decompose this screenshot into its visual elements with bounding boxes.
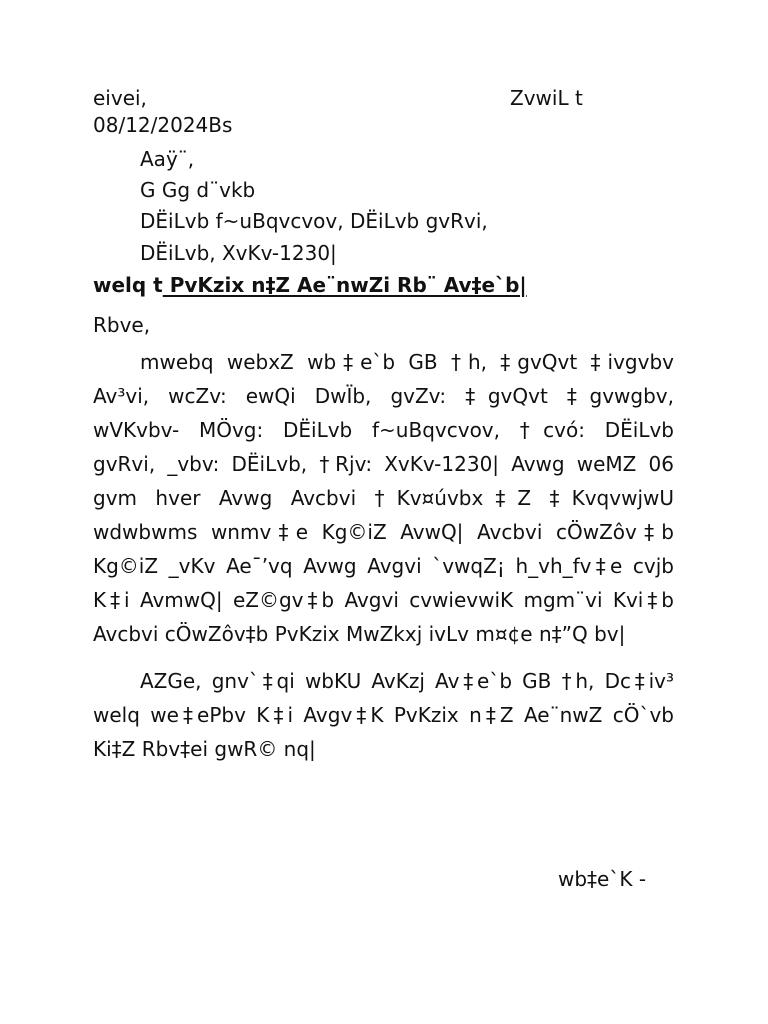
subject-text: PvKzix n‡Z Ae¨nwZi Rb¨ Av‡e`b|	[162, 273, 527, 297]
recipient-line: G Gg d¨vkb	[140, 178, 256, 202]
body-line: Kg©iZ _vKv Ae¯’vq Avwg Avgvi `vwqZ¡ h_vh_fv‡e cvjb	[93, 554, 674, 578]
body-line: Av³vi, wcZv: ewQi DwÏb, gvZv: ‡gvQvt ‡gvwgbv,	[93, 384, 674, 408]
body-line: gvm hver Avwg Avcbvi †Kv¤úvbx‡Z ‡KvqvwjwU	[93, 486, 674, 510]
body-line: K‡i AvmwQ| eZ©gv‡b Avgvi cvwievwiK mgm¨vi Kvi‡b	[93, 588, 674, 612]
body-line: mwebq webxZ wb‡e`b GB †h, ‡gvQvt ‡ivgvbv	[140, 350, 674, 374]
body-line: AZGe, gnv`‡qi wbKU AvKzj Av‡e`b GB †h, Dc‡iv³	[140, 669, 674, 693]
subject-label: welq t	[93, 273, 163, 297]
body-line: gvRvi, _vbv: DËiLvb, †Rjv: XvKv-1230| Avwg weMZ 06	[93, 452, 674, 476]
body-line: Ki‡Z Rbv‡ei gwR© nq|	[93, 737, 316, 761]
body-line: Avcbvi cÖwZôv‡b PvKzix MwZkxj ivLv m¤¢e n‡”Q bv|	[93, 622, 626, 646]
letter-date: 08/12/2024Bs	[93, 113, 233, 137]
recipient-line: DËiLvb, XvKv-1230|	[140, 241, 337, 265]
body-line: welq we‡ePbv K‡i Avgv‡K PvKzix n‡Z Ae¨nwZ cÖ`vb	[93, 703, 674, 727]
subject-line	[93, 272, 527, 298]
date-label: ZvwiL t	[510, 86, 583, 110]
recipient-line: Aaÿ¨,	[140, 147, 195, 171]
addressee-label: eivei,	[93, 86, 147, 110]
salutation: Rbve,	[93, 313, 151, 337]
recipient-line: DËiLvb f~uBqvcvov, DËiLvb gvRvi,	[140, 209, 488, 233]
body-line: wVKvbv- MÖvg: DËiLvb f~uBqvcvov, †cvó: DËiLvb	[93, 418, 674, 442]
body-line: wdwbwms wnmv‡e Kg©iZ AvwQ| Avcbvi cÖwZôv‡b	[93, 520, 674, 544]
closing-signature: wb‡e`K -	[558, 867, 647, 891]
